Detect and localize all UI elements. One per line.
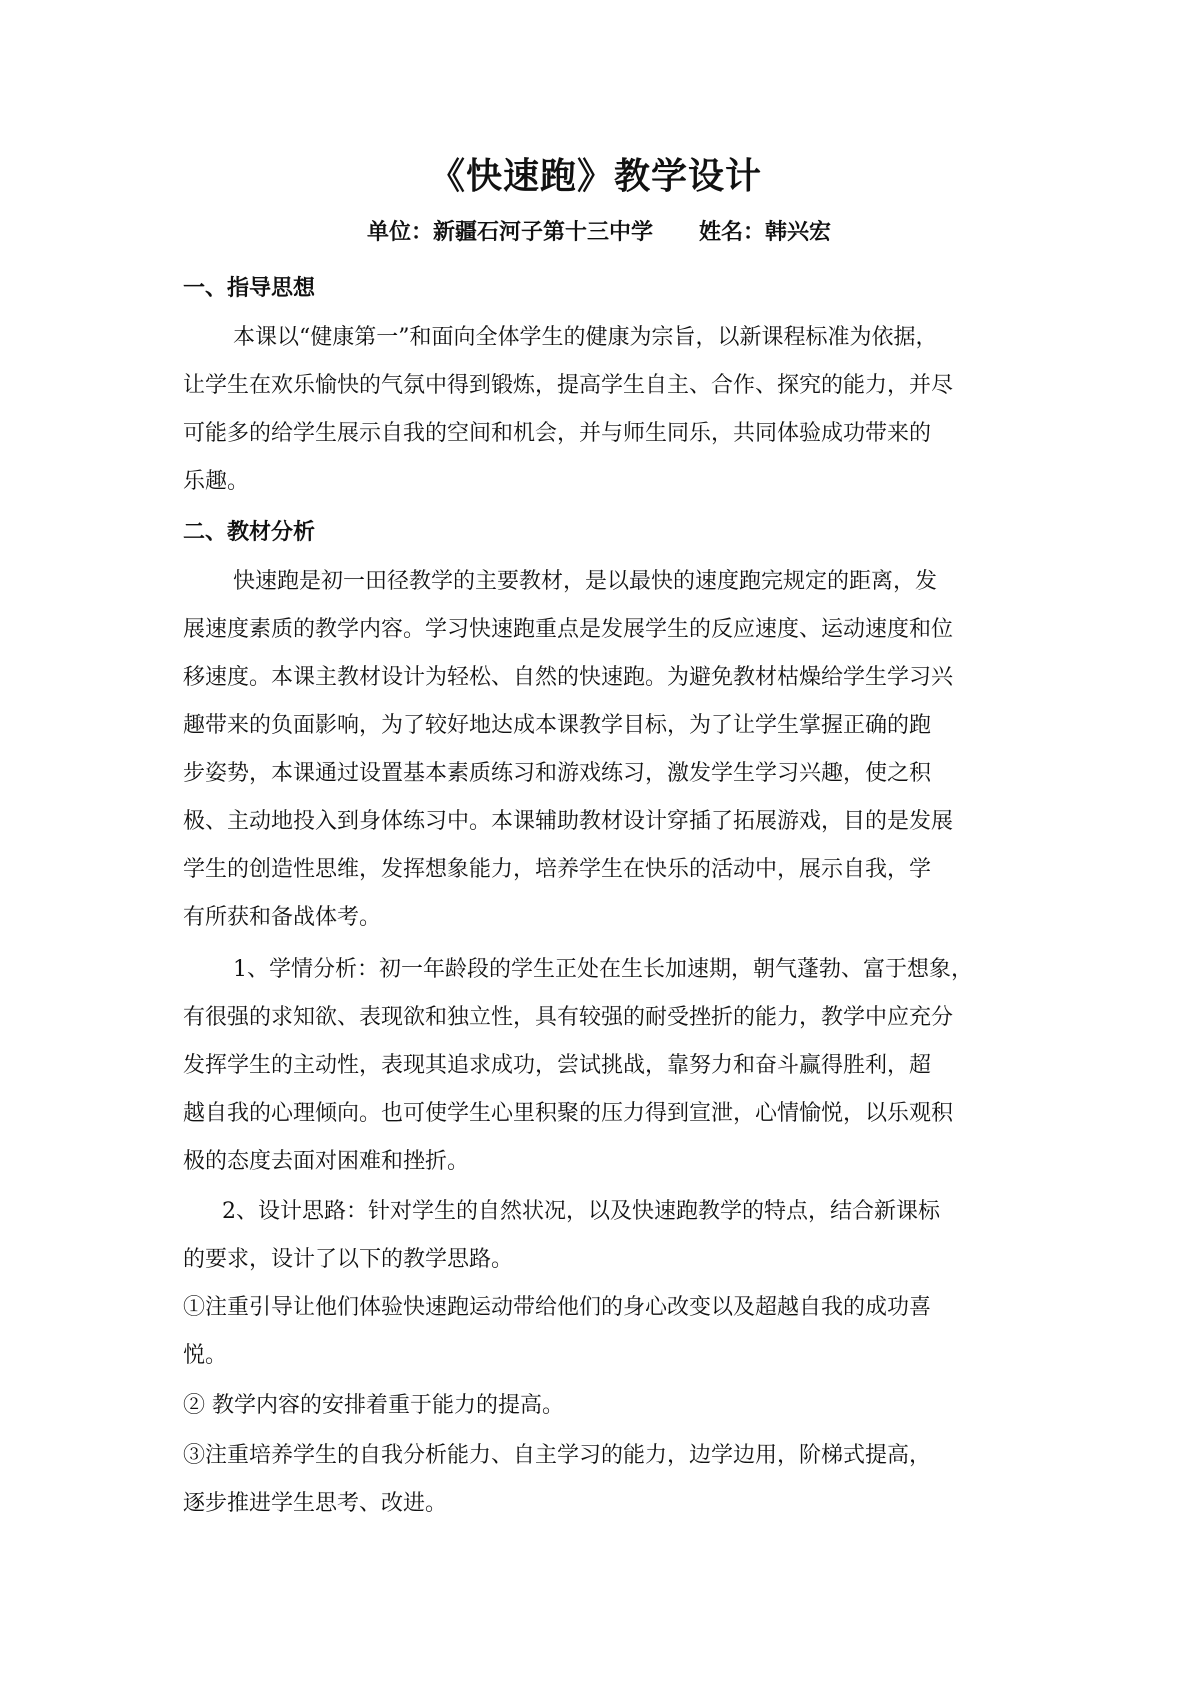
design-point-2: ② 教学内容的安排着重于能力的提高。 — [183, 1393, 564, 1418]
paragraph-line: 可能多的给学生展示自我的空间和机会，并与师生同乐，共同体验成功带来的 — [183, 421, 932, 446]
paragraph-line: 移速度。本课主教材设计为轻松、自然的快速跑。为避免教材枯燥给学生学习兴 — [183, 665, 954, 690]
paragraph-line: 快速跑是初一田径教学的主要教材，是以最快的速度跑完规定的距离，发 — [233, 569, 938, 594]
paragraph-line: 趣带来的负面影响，为了较好地达成本课教学目标，为了让学生掌握正确的跑 — [183, 713, 932, 738]
paragraph-line: 乐趣。 — [183, 469, 250, 494]
document-title: 《快速跑》教学设计 — [428, 155, 762, 197]
paragraph-line: 让学生在欢乐愉快的气氛中得到锻炼，提高学生自主、合作、探究的能力，并尽 — [183, 373, 954, 398]
learner-analysis-line: 1、学情分析：初一年龄段的学生正处在生长加速期，朝气蓬勃、富于想象， — [233, 957, 973, 982]
learner-analysis-line: 有很强的求知欲、表现欲和独立性，具有较强的耐受挫折的能力，教学中应充分 — [183, 1005, 954, 1030]
learner-analysis-line: 极的态度去面对困难和挫折。 — [183, 1149, 470, 1174]
paragraph-line: 展速度素质的教学内容。学习快速跑重点是发展学生的反应速度、运动速度和位 — [183, 617, 954, 642]
design-approach-line: 2、设计思路：针对学生的自然状况，以及快速跑教学的特点，结合新课标 — [222, 1199, 940, 1224]
section-heading-material-analysis: 二、教材分析 — [183, 519, 316, 545]
design-point-3: ③注重培养学生的自我分析能力、自主学习的能力，边学边用，阶梯式提高， — [183, 1443, 932, 1468]
paragraph-line: 本课以“健康第一”和面向全体学生的健康为宗旨，以新课程标准为依据， — [233, 325, 938, 350]
paragraph-line: 有所获和备战体考。 — [183, 905, 382, 930]
author-line — [367, 216, 831, 248]
paragraph-line: 步姿势，本课通过设置基本素质练习和游戏练习，激发学生学习兴趣，使之积 — [183, 761, 932, 786]
unit-label: 单位：新疆石河子第十三中学 — [367, 219, 654, 245]
paragraph-line: 极、主动地投入到身体练习中。本课辅助教材设计穿插了拓展游戏，目的是发展 — [183, 809, 954, 834]
paragraph-line: 学生的创造性思维，发挥想象能力，培养学生在快乐的活动中，展示自我，学 — [183, 857, 932, 882]
learner-analysis-line: 发挥学生的主动性，表现其追求成功，尝试挑战，靠努力和奋斗赢得胜利，超 — [183, 1053, 932, 1078]
learner-analysis-line: 越自我的心理倾向。也可使学生心里积聚的压力得到宣泄，心情愉悦，以乐观积 — [183, 1101, 954, 1126]
design-point-1-continued: 悦。 — [183, 1343, 228, 1368]
design-point-1: ①注重引导让他们体验快速跑运动带给他们的身心改变以及超越自我的成功喜 — [183, 1295, 932, 1320]
name-label: 姓名：韩兴宏 — [699, 219, 832, 245]
design-approach-line: 的要求，设计了以下的教学思路。 — [183, 1247, 514, 1272]
design-point-3-continued: 逐步推进学生思考、改进。 — [183, 1491, 448, 1516]
section-heading-guiding-idea: 一、指导思想 — [183, 275, 316, 301]
